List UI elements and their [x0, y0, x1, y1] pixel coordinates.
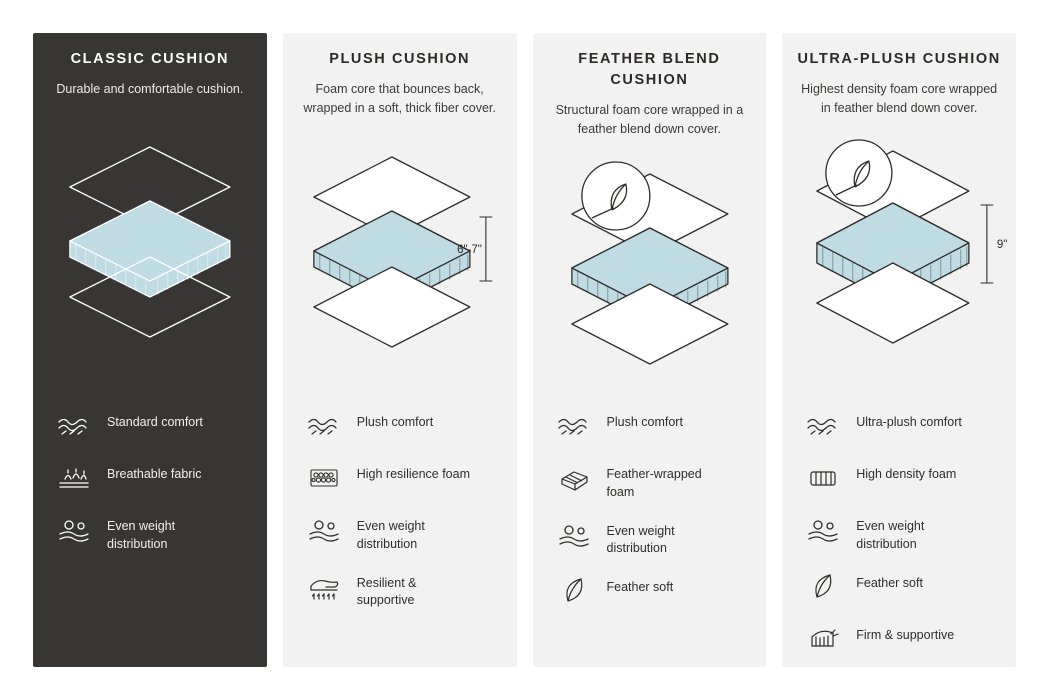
card-classic-cushion	[33, 33, 267, 667]
feature-item	[555, 576, 749, 610]
feature-item	[804, 515, 998, 554]
feature-label: Breathable fabric	[107, 467, 202, 481]
feature-list	[283, 411, 517, 628]
weight-distribution-icon	[305, 515, 343, 545]
weight-distribution-icon	[55, 515, 93, 545]
cushion-layers-illustration	[782, 125, 1016, 375]
dimension-label: 6"-7"	[456, 243, 482, 256]
card-ultra-plush-cushion	[782, 33, 1016, 667]
card-header	[533, 33, 767, 140]
wrapped-foam-block-icon	[555, 463, 593, 493]
feature-item	[804, 624, 998, 658]
cushion-layers-illustration	[33, 105, 267, 355]
cushion-layers-illustration	[283, 125, 517, 375]
feature-label: High density foam	[856, 467, 957, 481]
leaf-icon	[555, 576, 593, 606]
feature-label: Firm & supportive	[856, 627, 955, 642]
hand-support-icon	[305, 572, 343, 602]
cushion-layers-illustration	[533, 146, 767, 396]
feature-label: Standard comfort	[107, 415, 203, 429]
feature-item	[555, 411, 749, 445]
card-description: Durable and comfortable cushion.	[56, 82, 244, 97]
feature-label: Resilient & supportive	[356, 575, 417, 608]
feature-label: Feather-wrapped foam	[606, 467, 702, 499]
feature-label: Even weight distribution	[606, 523, 675, 556]
high-density-foam-icon	[804, 463, 842, 493]
card-plush-cushion	[283, 33, 517, 667]
feature-label: Even weight distribution	[356, 519, 425, 551]
feature-item	[305, 411, 499, 445]
firm-support-icon	[804, 624, 842, 654]
feature-label: Plush comfort	[356, 415, 434, 429]
leaf-icon	[804, 572, 842, 602]
feature-label: Feather soft	[606, 580, 674, 594]
breathable-fabric-icon	[55, 463, 93, 493]
feature-list	[33, 411, 267, 572]
feature-item	[555, 520, 749, 559]
card-title: ULTRA-PLUSH CUSHION	[797, 51, 1001, 67]
feature-item	[305, 515, 499, 554]
card-title: PLUSH CUSHION	[329, 51, 471, 67]
card-title: CLASSIC CUSHION	[70, 51, 230, 67]
feature-item	[804, 411, 998, 445]
waves-icon	[804, 411, 842, 441]
feature-item	[305, 572, 499, 611]
feature-label: High resilience foam	[356, 467, 470, 481]
waves-icon	[305, 411, 343, 441]
card-description: Foam core that bounces back, wrapped in a soft, thick fiber cover.	[303, 82, 496, 116]
waves-icon	[55, 411, 93, 441]
feature-list	[782, 411, 1016, 667]
feature-label: Feather soft	[856, 575, 923, 590]
card-header	[283, 33, 517, 119]
feature-item	[55, 515, 249, 554]
feature-item	[305, 463, 499, 497]
feature-label: Even weight distribution	[856, 519, 925, 551]
feature-label: Ultra-plush comfort	[856, 415, 962, 429]
feature-item	[804, 572, 998, 606]
card-feather-blend-cushion	[533, 33, 767, 667]
card-header	[33, 33, 267, 99]
feature-label: Even weight distribution	[107, 519, 176, 551]
card-header	[782, 33, 1016, 119]
card-description: Structural foam core wrapped in a feather blend down cover.	[555, 103, 744, 137]
feature-item	[55, 463, 249, 497]
feature-item	[804, 463, 998, 497]
card-title: FEATHER BLEND CUSHION	[578, 51, 721, 89]
honeycomb-foam-icon	[305, 463, 343, 493]
feature-list	[533, 411, 767, 628]
card-description: Highest density foam core wrapped in feather blend down cover.	[801, 82, 998, 116]
weight-distribution-icon	[804, 515, 842, 545]
feature-label: Plush comfort	[606, 415, 683, 429]
waves-icon	[555, 411, 593, 441]
dimension-label: 9"	[997, 238, 1008, 251]
weight-distribution-icon	[555, 520, 593, 550]
feature-item	[55, 411, 249, 445]
feature-item	[555, 463, 749, 502]
